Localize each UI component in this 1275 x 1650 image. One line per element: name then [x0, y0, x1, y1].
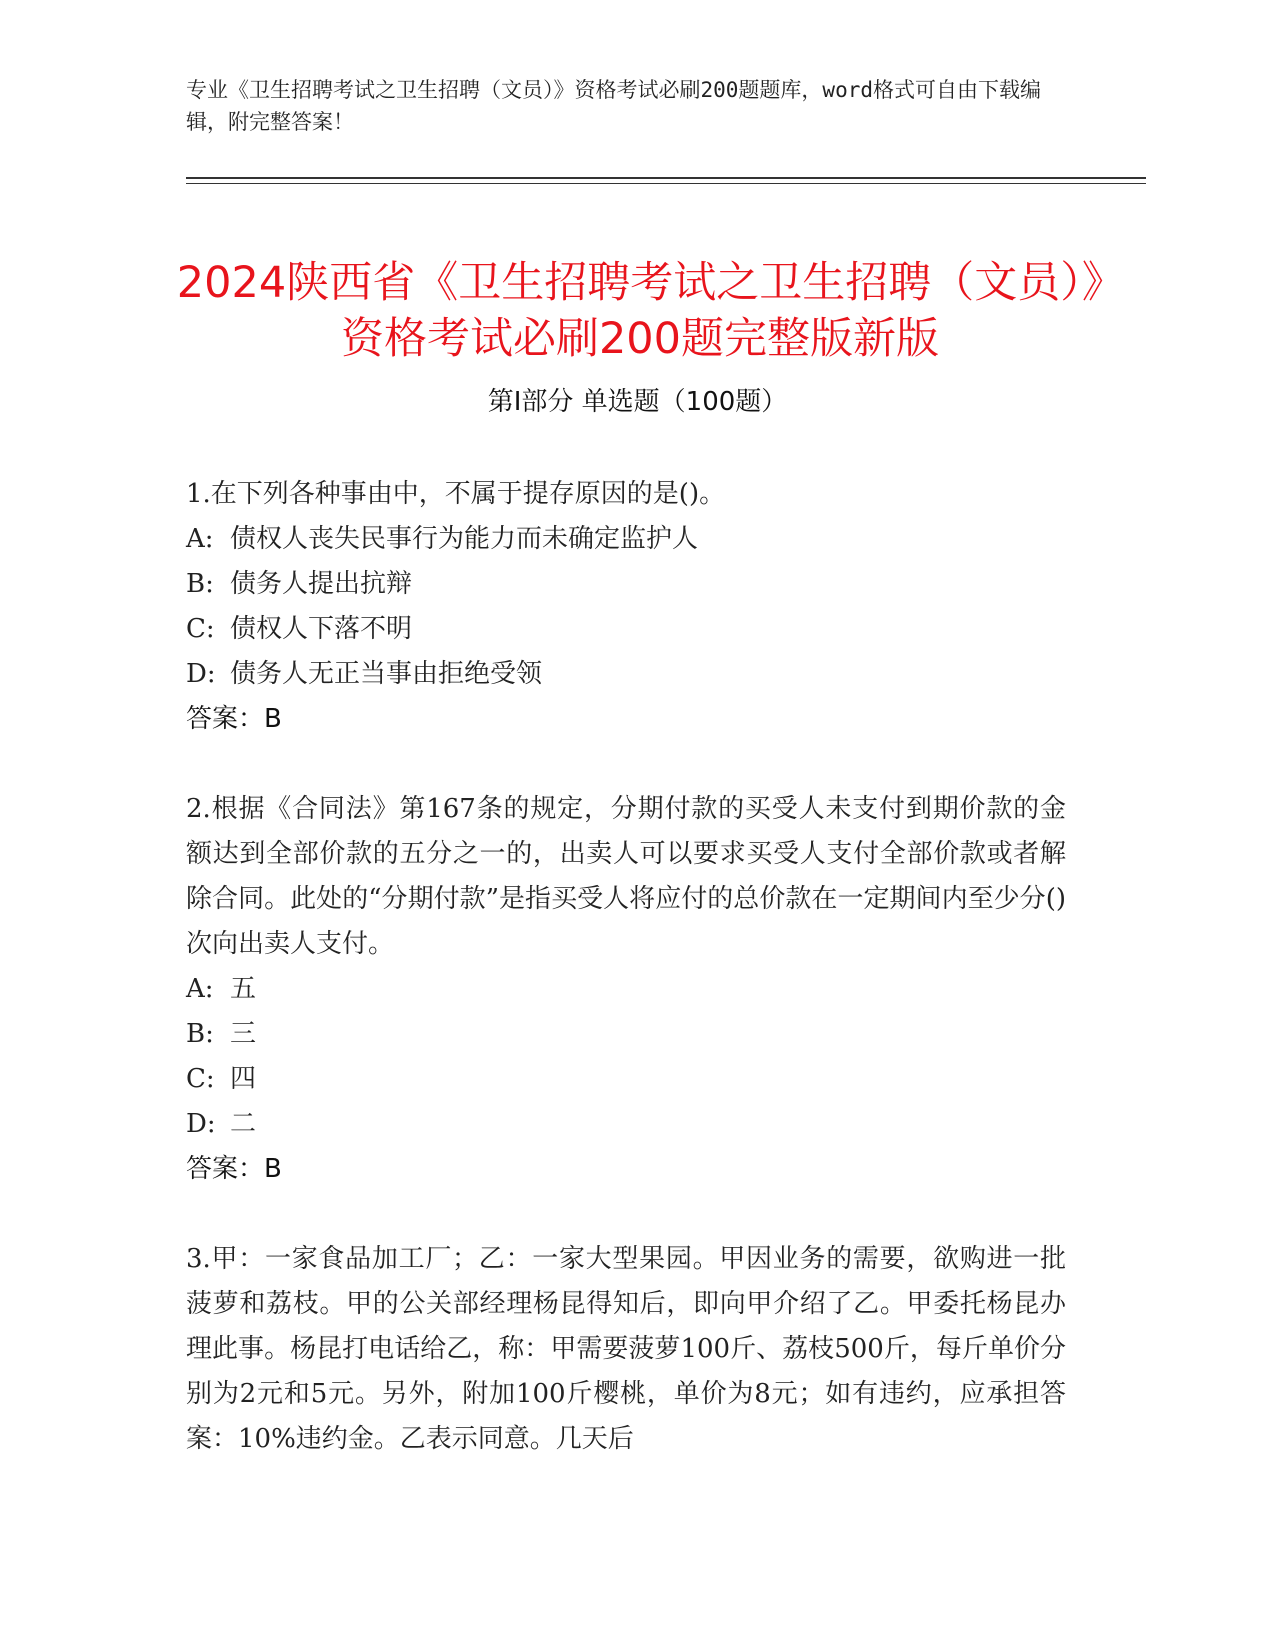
option-b	[186, 1012, 1066, 1057]
option-key: C:	[186, 1064, 215, 1094]
option-text: 三	[230, 1019, 257, 1049]
question-list	[186, 472, 1066, 1507]
header-divider-thin	[186, 183, 1146, 184]
option-text: 债务人无正当事由拒绝受领	[230, 659, 543, 689]
question-stem: 3.甲：一家食品加工厂；乙：一家大型果园。甲因业务的需要，欲购进一批菠萝和荔枝。甲的公关部经理杨昆得知后，即向甲介绍了乙。甲委托杨昆办理此事。杨昆打电话给乙，称：甲需要菠萝100斤、荔枝500斤，每斤单价分别为2元和5元。另外，附加100斤樱桃，单价为8元；如有违约，应承担答案：10%违约金。乙表示同意。几天后	[186, 1244, 1066, 1454]
option-d	[186, 652, 1066, 697]
option-key: A:	[186, 974, 214, 1004]
option-text: 债权人丧失民事行为能力而未确定监护人	[230, 524, 699, 554]
section-title: 第Ⅰ部分 单选题（100题）	[487, 387, 788, 417]
option-key: B:	[186, 1019, 214, 1049]
question-stem: 1.在下列各种事由中，不属于提存原因的是()。	[186, 479, 726, 509]
option-text: 五	[230, 974, 257, 1004]
header-note: 专业《卫生招聘考试之卫生招聘（文员）》资格考试必刷200题题库，word格式可自由下载编辑，附完整答案！	[186, 78, 1041, 134]
option-a	[186, 517, 1066, 562]
answer-line: 答案：B	[186, 704, 282, 734]
question-2	[186, 787, 1066, 1192]
option-a	[186, 967, 1066, 1012]
option-d	[186, 1102, 1066, 1147]
option-c	[186, 1057, 1066, 1102]
option-key: D:	[186, 659, 216, 689]
option-b	[186, 562, 1066, 607]
option-c	[186, 607, 1066, 652]
option-key: A:	[186, 524, 214, 554]
option-key: D:	[186, 1109, 216, 1139]
option-text: 四	[230, 1064, 257, 1094]
question-stem: 2.根据《合同法》第167条的规定，分期付款的买受人未支付到期价款的金额达到全部价款的五分之一的，出卖人可以要求买受人支付全部价款或者解除合同。此处的“分期付款”是指买受人将应付的总价款在一定期间内至少分()次向出卖人支付。	[186, 794, 1066, 959]
document-title: 2024陕西省《卫生招聘考试之卫生招聘（文员）》资格考试必刷200题完整版新版	[176, 257, 1104, 364]
option-key: C:	[186, 614, 215, 644]
answer-line: 答案：B	[186, 1154, 282, 1184]
option-text: 债权人下落不明	[230, 614, 413, 644]
question-3	[186, 1237, 1066, 1462]
header-divider-thick	[186, 177, 1146, 179]
option-key: B:	[186, 569, 214, 599]
option-text: 债务人提出抗辩	[230, 569, 413, 599]
question-1	[186, 472, 1066, 742]
option-text: 二	[230, 1109, 257, 1139]
